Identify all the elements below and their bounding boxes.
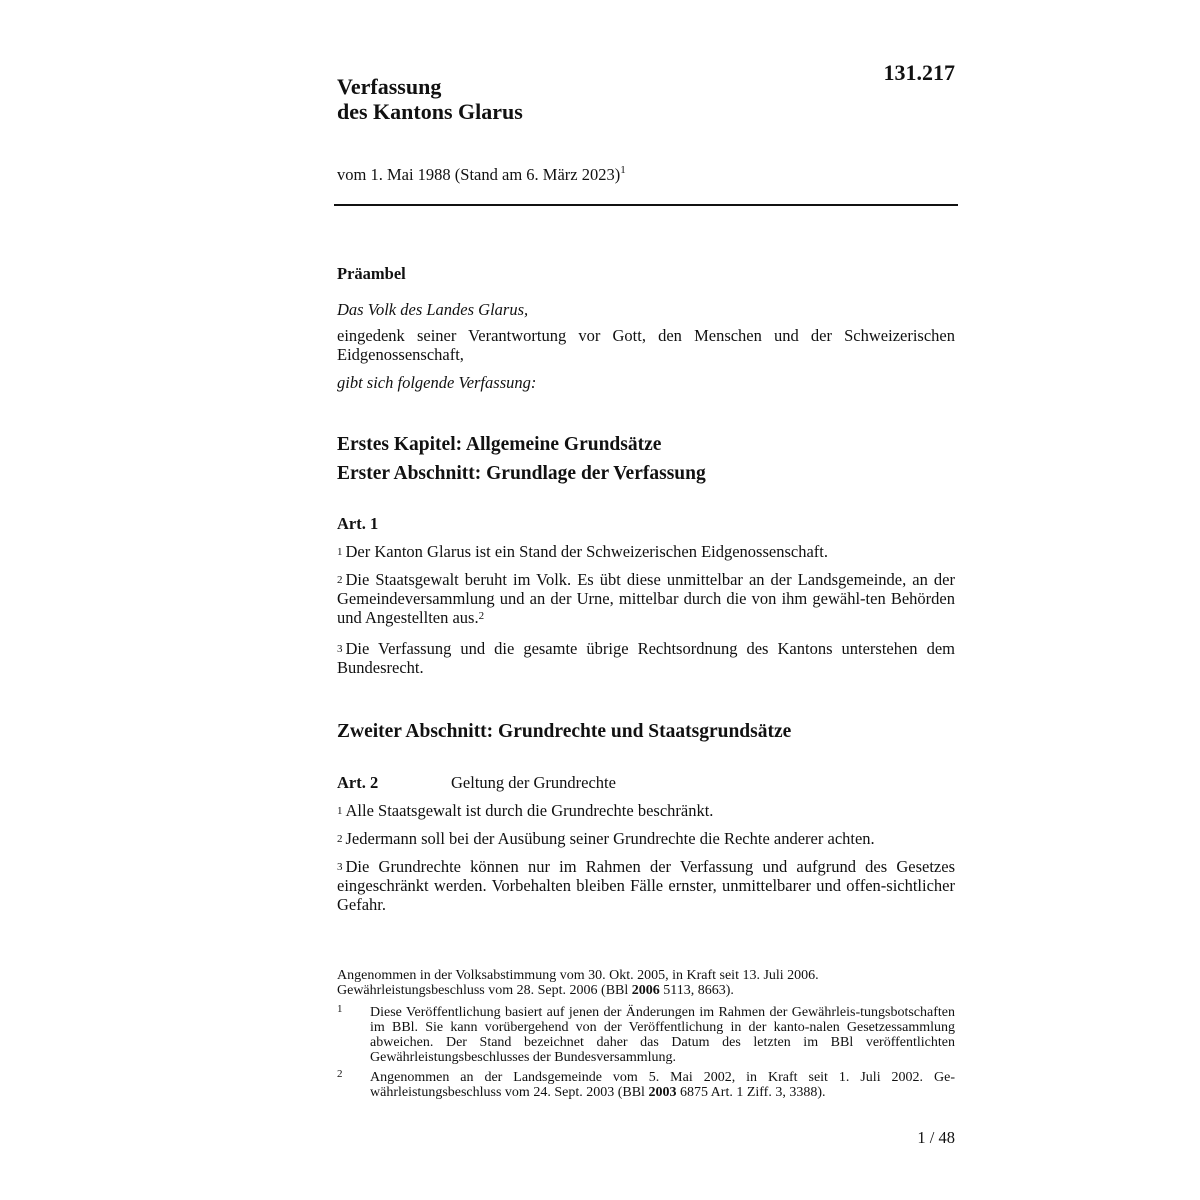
footnote-2-text — [370, 1070, 955, 1100]
article-2-paragraph-3 — [337, 857, 955, 914]
article-2-paragraph-1 — [337, 801, 955, 820]
document-title — [337, 74, 523, 124]
article-2-heading: Art. 2 — [337, 773, 379, 792]
paragraph-text: Die Staatsgewalt beruht im Volk. Es übt diese unmittelbar an der Landsgemeinde, an der Gemeindeversammlung und an der Urne, mittelbar durch die von ihm gewähl-ten Behörden und Angestellten aus. — [337, 570, 955, 627]
chapter-heading: Erstes Kapitel: Allgemeine Grundsätze — [337, 434, 662, 455]
preamble-line-1: Das Volk des Landes Glarus, — [337, 300, 529, 319]
paragraph-number: 2 — [337, 574, 343, 586]
footnote-intro-bold: 2006 — [631, 983, 660, 998]
paragraph-number: 1 — [337, 805, 343, 817]
paragraph-text: Die Grundrechte können nur im Rahmen der Verfassung und aufgrund des Gesetzes eingeschränkt werden. Vorbehalten bleiben Fälle ernster, unmittelbarer und offen-sichtlicher Gefahr. — [337, 857, 955, 914]
footnote-2-bold: 2003 — [648, 1085, 677, 1100]
title-divider — [334, 204, 958, 206]
paragraph-number: 2 — [337, 833, 343, 845]
footnote-1-text: Diese Veröffentlichung basiert auf jenen der Änderungen im Rahmen der Gewährleis-tungsbotschaften im BBl. Sie kann vorübergehend von der Veröffentlichung in der kanto-nalen Gesetzessammlung abweichen. Der Stand bezeichnet daher das Datum des letzten im BBl veröffentlichten Gewährleistungsbeschlusses der Bundesversammlung. — [370, 1005, 955, 1065]
footnote-intro-text: Angenommen in der Volksabstimmung vom 30. Okt. 2005, in Kraft seit 13. Juli 2006. Gewährleistungsbeschluss vom 28. Sept. 2006 (BBl — [337, 968, 819, 998]
date-line — [337, 165, 626, 185]
paragraph-number: 3 — [337, 861, 343, 873]
document-number: 131.217 — [883, 60, 955, 85]
article-1-paragraph-1 — [337, 542, 955, 561]
footnote-1-number: 1 — [337, 1003, 343, 1015]
page-number: 1 / 48 — [917, 1128, 955, 1147]
section-heading-1: Erster Abschnitt: Grundlage der Verfassung — [337, 463, 706, 484]
date-text: vom 1. Mai 1988 (Stand am 6. März 2023) — [337, 165, 621, 184]
preamble-heading: Präambel — [337, 264, 406, 283]
preamble-line-2: eingedenk seiner Verantwortung vor Gott, den Menschen und der Schweizerischen Eidgenossenschaft, — [337, 326, 955, 364]
paragraph-text: Alle Staatsgewalt ist durch die Grundrechte beschränkt. — [345, 801, 714, 820]
preamble-line-3: gibt sich folgende Verfassung: — [337, 373, 537, 392]
footnote-ref-1[interactable]: 1 — [620, 164, 626, 176]
paragraph-text: Der Kanton Glarus ist ein Stand der Schweizerischen Eidgenossenschaft. — [345, 542, 828, 561]
article-1-heading: Art. 1 — [337, 514, 379, 533]
paragraph-text: Jedermann soll bei der Ausübung seiner Grundrechte die Rechte anderer achten. — [345, 829, 875, 848]
title-line-2: des Kantons Glarus — [337, 99, 523, 124]
article-2-title: Geltung der Grundrechte — [451, 773, 616, 792]
paragraph-number: 3 — [337, 643, 343, 655]
footnote-2-text-b: 6875 Art. 1 Ziff. 3, 3388). — [676, 1085, 826, 1100]
footnote-intro — [337, 968, 955, 998]
paragraph-text: Die Verfassung und die gesamte übrige Rechtsordnung des Kantons unterstehen dem Bundesrecht. — [337, 639, 955, 677]
footnote-2-number: 2 — [337, 1068, 343, 1080]
article-2-paragraph-2 — [337, 829, 955, 848]
footnote-2-text-a: Angenommen an der Landsgemeinde vom 5. Mai 2002, in Kraft seit 1. Juli 2002. Ge-währleistungsbeschluss vom 24. Sept. 2003 (BBl — [370, 1070, 955, 1100]
footnote-ref-2[interactable]: 2 — [478, 610, 485, 622]
article-1-paragraph-3 — [337, 639, 955, 677]
paragraph-number: 1 — [337, 546, 343, 558]
title-line-1: Verfassung — [337, 74, 442, 99]
footnote-intro-text-end: 5113, 8663). — [659, 983, 734, 998]
section-heading-2: Zweiter Abschnitt: Grundrechte und Staatsgrundsätze — [337, 721, 792, 742]
article-1-paragraph-2 — [337, 570, 955, 627]
